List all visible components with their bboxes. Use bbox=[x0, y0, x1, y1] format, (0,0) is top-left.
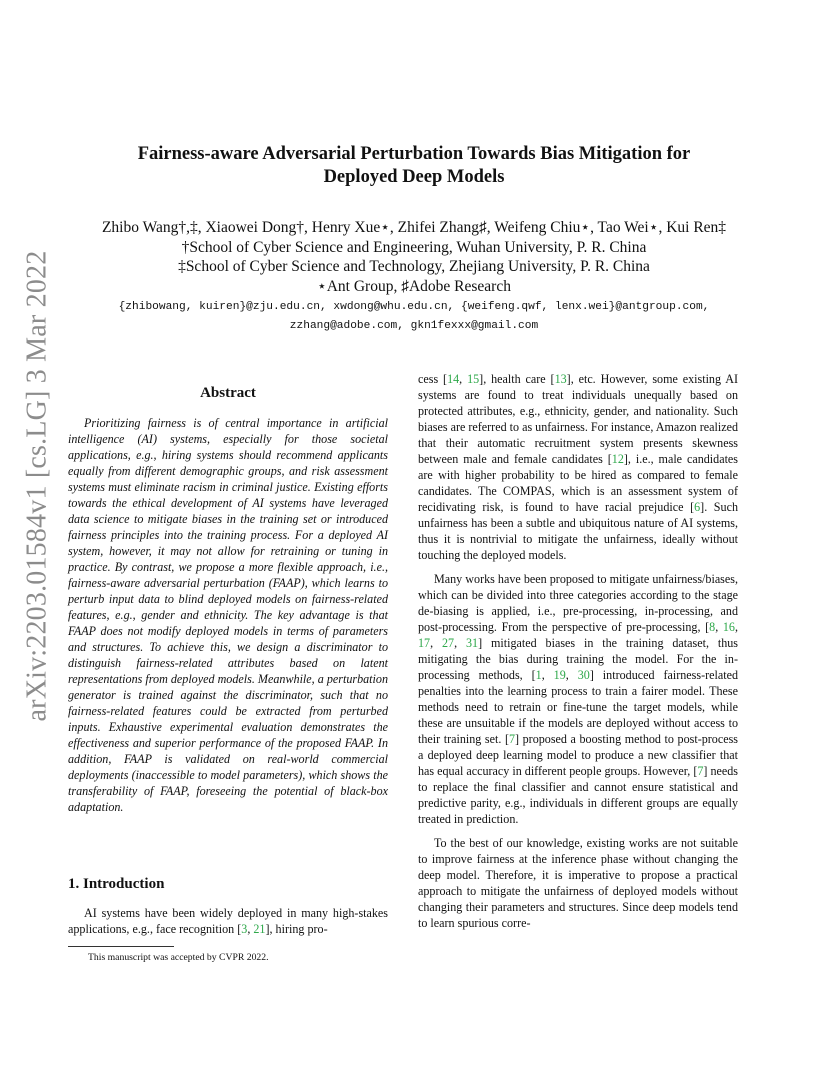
citation-link[interactable]: 31 bbox=[466, 636, 479, 650]
citation-link[interactable]: 3 bbox=[241, 922, 248, 936]
citation-link[interactable]: 13 bbox=[554, 372, 567, 386]
introduction-paragraph: AI systems have been widely deployed in many high-stakes applications, e.g., face recognition [3, 21], hiring pro- bbox=[68, 906, 388, 936]
affiliation-2: ‡School of Cyber Science and Technology, Zhejiang University, P. R. China bbox=[178, 258, 650, 275]
citation-link[interactable]: 12 bbox=[611, 452, 624, 466]
citation-link[interactable]: 14 bbox=[447, 372, 460, 386]
title-line-1: Fairness-aware Adversarial Perturbation Towards Bias Mitigation for bbox=[137, 144, 691, 164]
body-paragraph-2: Many works have been proposed to mitigate unfairness/biases, which can be divided into three categories according to the stage de-biasing is applied, i.e., pre-processing, in-processing, and post-processing. From the perspective of pre-processing, [8, 16, 17, 27, 31] mitigated biases in the training dataset, thus mitigating the bias during training the model. For the in-processing methods, [1, 19, 30] introduced fairness-related penalties into the learning process to train a fairer model. These methods need to retrain or fine-tune the target models, while these are unsuitable if the models are deployed without access to their training set. [7] proposed a boosting method to post-process a deployed deep learning model to produce a new classifier that has equal accuracy in different people groups. However, [7] needs to replace the final classifier and cannot ensure statistical and predictive parity, e.g., individuals in different groups are equally treated in prediction. bbox=[418, 572, 739, 826]
citation-link[interactable]: 8 bbox=[709, 620, 716, 634]
email-line-2: zzhang@adobe.com, gkn1fexxx@gmail.com bbox=[289, 320, 539, 332]
citation-link[interactable]: 19 bbox=[553, 668, 566, 682]
introduction-heading: 1. Introduction bbox=[68, 876, 165, 892]
right-column bbox=[418, 371, 738, 939]
body-paragraph-1: cess [14, 15], health care [13], etc. However, some existing AI systems are found to treat individuals unequally based on protected attributes, e.g., ethnicity, gender, and nationality. Such biases are referred to as unfairness. For instance, Amazon realized that their automatic recruitment system presents skewness between male and female candidates [12], i.e., male candidates are with higher probability to be hired as compared to female candidates. The COMPAS, which is an assessment system of recidivating risk, is found to have racial prejudice [6]. Such unfairness has been a subtle and ubiquitous nature of AI systems, thus it is nontrivial to mitigate the unfairness, ideally without touching the deployed models. bbox=[418, 372, 739, 562]
citation-link[interactable]: 1 bbox=[535, 668, 542, 682]
arxiv-side-stamp bbox=[15, 250, 59, 722]
email-line-1: {zhibowang, kuiren}@zju.edu.cn, xwdong@whu.edu.cn, {weifeng.qwf, lenx.wei}@antgroup.com, bbox=[118, 301, 710, 313]
citation-link[interactable]: 17 bbox=[418, 636, 431, 650]
citation-link[interactable]: 30 bbox=[577, 668, 590, 682]
arxiv-stamp-text: arXiv:2203.01584v1 [cs.LG] 3 Mar 2022 bbox=[21, 250, 53, 722]
citation-link[interactable]: 7 bbox=[508, 732, 516, 746]
affiliation-3: ⋆Ant Group, ♯Adobe Research bbox=[317, 277, 511, 295]
abstract-heading: Abstract bbox=[200, 385, 256, 401]
abstract-body: Prioritizing fairness is of central importance in artificial intelligence (AI) systems, especially for those societal applications, e.g., hiring systems should recommend applicants equally from different demographic groups, and risk assessment systems must eliminate racism in criminal justice. Existing efforts towards the ethical development of AI systems have leveraged data science to mitigate biases in the training set or introduced fairness principles into the training process. For a deployed AI system, however, it may not allow for retraining or tuning in practice. By contrast, we propose a more flexible approach, i.e., fairness-aware adversarial perturbation (FAAP), which learns to perturb input data to blind deployed models on fairness-related features, e.g., gender and ethnicity. The key advantage is that FAAP does not modify deployed models in terms of parameters and structures. To achieve this, we design a discriminator to distinguish fairness-related attributes based on latent representations from deployed models. Meanwhile, a perturbation generator is trained against the discriminator, such that no fairness-related features could be extracted from perturbed inputs. Exhaustive experimental evaluation demonstrates the effectiveness and superior performance of the proposed FAAP. In addition, FAAP is validated on real-world commercial deployments (inaccessible to model parameters), which shows the transferability of FAAP, foreseeing the potential of black-box adaptation. bbox=[68, 416, 388, 814]
author-list: Zhibo Wang†,‡, Xiaowei Dong†, Henry Xue⋆, Zhifei Zhang♯, Weifeng Chiu⋆, Tao Wei⋆, Kui Ren‡ bbox=[101, 219, 727, 236]
body-paragraph-3: To the best of our knowledge, existing works are not suitable to improve fairness at the inference phase without changing the deep model. Therefore, it is imperative to propose a practical approach to mitigate the unfairness of deployed models without changing their parameters and structures. Since deep models tend to learn spurious corre- bbox=[418, 836, 738, 930]
footnote-rule bbox=[68, 946, 174, 947]
paper-title bbox=[80, 143, 748, 189]
email-block bbox=[60, 298, 768, 336]
citation-link[interactable]: 6 bbox=[694, 500, 701, 514]
affiliation-1: †School of Cyber Science and Engineering, Wuhan University, P. R. China bbox=[181, 238, 647, 256]
citation-link[interactable]: 15 bbox=[467, 372, 480, 386]
author-block bbox=[60, 218, 768, 296]
left-column bbox=[68, 384, 388, 815]
citation-link[interactable]: 21 bbox=[253, 922, 266, 936]
citation-link[interactable]: 16 bbox=[722, 620, 735, 634]
title-line-2: Deployed Deep Models bbox=[323, 167, 505, 187]
citation-link[interactable]: 7 bbox=[697, 764, 704, 778]
citation-link[interactable]: 27 bbox=[442, 636, 455, 650]
footnote: This manuscript was accepted by CVPR 2022. bbox=[88, 952, 269, 963]
